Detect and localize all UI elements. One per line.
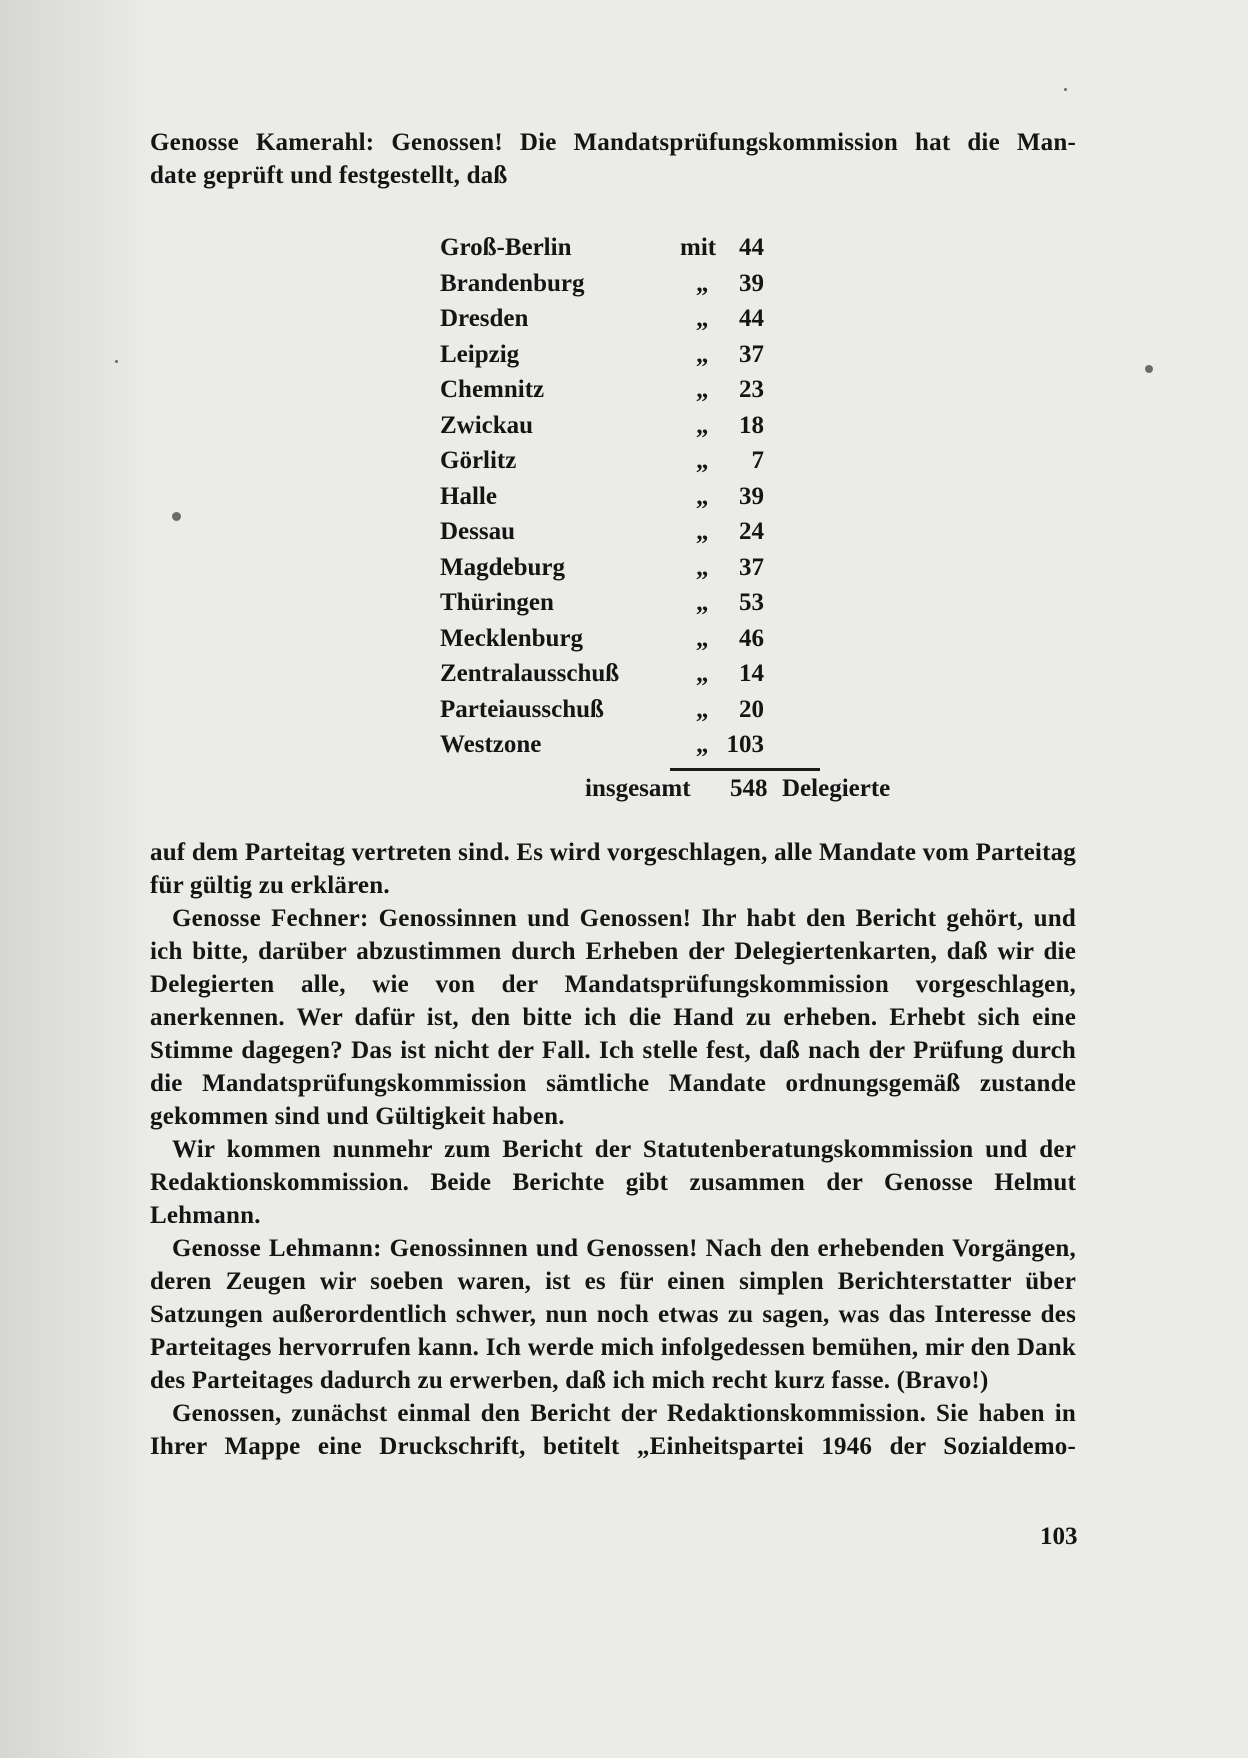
delegate-count: 18 (739, 411, 764, 439)
region-name: Zentralausschuß (440, 660, 620, 687)
ditto-mark: „ (696, 518, 709, 545)
page-edge-shadow (0, 0, 150, 1758)
intro-text-1: Genossen! Die Mandatsprüfungskommission hat die Man- (391, 129, 1076, 156)
ditto-mark: „ (696, 624, 709, 652)
intro-line-1 (150, 126, 1076, 159)
speaker-fechner: Genosse Fechner: (172, 905, 369, 932)
paragraph-4-text: Genossinnen und Genossen! Nach den erhebenden Vorgängen, deren Zeugen wir soeben waren, ist es für einen simplen Berichterstatter über Satzungen außerordentlich schwer, nun noch etwas zu sagen, was das Interesse des Parteitages hervorrufen kann. Ich werde mich infolgedessen bemühen, mir den Dank des Parteitages dadurch zu erwerben, daß ich mich recht kurz fasse. (Bravo!) (150, 1235, 1076, 1394)
body-text (150, 836, 1076, 1463)
paragraph-4 (150, 1232, 1076, 1397)
region-name: Zwickau (440, 411, 534, 439)
region-name: Dresden (440, 305, 529, 332)
paragraph-2-text: Genossinnen und Genossen! Ihr habt den Bericht gehört, und ich bitte, darüber abzustimmen durch Erheben der Delegiertenkarten, daß wir die Delegierten alle, wie von der Mandatsprüfungskommission vorgeschlagen, anerkennen. Wer dafür ist, den bitte ich die Hand zu erheben. Erhebt sich eine Stimme dagegen? Das ist nicht der Fall. Ich stelle fest, daß nach der Prüfung durch die Mandatsprüfungskommission sämtliche Mandate ordnungsgemäß zustande gekommen sind und Gültigkeit haben. (150, 905, 1076, 1130)
ditto-mark: „ (696, 482, 709, 510)
delegate-count: 44 (739, 234, 764, 261)
region-name: Chemnitz (440, 376, 545, 403)
scan-speck (1145, 365, 1153, 373)
delegate-row (440, 412, 900, 448)
delegate-row (440, 483, 900, 519)
delegate-row (440, 376, 900, 412)
ditto-mark: „ (696, 695, 709, 723)
region-name: Görlitz (440, 447, 517, 474)
delegate-count: 24 (739, 518, 764, 545)
ditto-mark: „ (696, 553, 709, 581)
region-name: Halle (440, 482, 497, 510)
region-name: Mecklenburg (440, 624, 584, 652)
delegate-count: 14 (739, 660, 764, 687)
delegate-count: 39 (739, 482, 764, 510)
speaker-kamerahl: Genosse Kamerahl: (150, 129, 375, 156)
ditto-mark: „ (696, 340, 709, 368)
delegates-table (440, 234, 900, 767)
region-name: Thüringen (440, 589, 554, 616)
delegate-row (440, 270, 900, 306)
paragraph-2 (150, 902, 1076, 1133)
delegate-count: 103 (726, 731, 764, 758)
delegate-row (440, 234, 900, 270)
ditto-mark: „ (696, 269, 709, 297)
scan-speck (1064, 88, 1067, 91)
region-name: Dessau (440, 518, 516, 545)
region-name: Groß-Berlin (440, 234, 572, 261)
delegate-row (440, 625, 900, 661)
intro-paragraph (150, 126, 1076, 192)
ditto-mark: „ (696, 376, 709, 403)
speaker-lehmann: Genosse Lehmann: (172, 1235, 382, 1262)
page-number: 103 (1040, 1523, 1078, 1550)
ditto-mark: „ (696, 411, 709, 439)
region-name: Leipzig (440, 340, 520, 368)
paragraph-3: Wir kommen nunmehr zum Bericht der Statutenberatungskommission und der Redaktionskommission. Beide Berichte gibt zusammen der Genosse Helmut Lehmann. (150, 1136, 1076, 1229)
delegate-row (440, 447, 900, 483)
delegate-row (440, 731, 900, 767)
delegate-count: 20 (739, 695, 764, 723)
delegate-row (440, 305, 900, 341)
region-name: Parteiausschuß (440, 695, 604, 723)
ditto-mark: „ (696, 447, 709, 474)
delegate-row (440, 660, 900, 696)
total-unit: Delegierte (782, 775, 891, 802)
ditto-mark: „ (696, 660, 709, 687)
paragraph-1: auf dem Parteitag vertreten sind. Es wird vorgeschlagen, alle Mandate vom Parteitag für gültig zu erklären. (150, 839, 1076, 899)
delegate-count: 53 (739, 589, 764, 616)
ditto-mark: mit (680, 234, 717, 261)
delegate-row (440, 696, 900, 732)
ditto-mark: „ (696, 305, 709, 332)
delegate-row (440, 589, 900, 625)
ditto-mark: „ (696, 589, 709, 616)
total-label: insgesamt (585, 775, 691, 802)
scan-speck (172, 512, 181, 521)
region-name: Brandenburg (440, 269, 585, 297)
scan-speck (115, 360, 118, 363)
delegate-count: 39 (739, 269, 764, 297)
ditto-mark: „ (696, 731, 709, 758)
region-name: Westzone (440, 731, 542, 758)
delegate-row (440, 554, 900, 590)
delegate-count: 37 (739, 553, 764, 581)
intro-line-2: date geprüft und festgestellt, daß (150, 162, 508, 189)
paragraph-5: Genossen, zunächst einmal den Bericht der Redaktionskommission. Sie haben in Ihrer Mappe eine Druckschrift, betitelt „Einheitspartei 1946 der Sozialdemo- (150, 1400, 1076, 1460)
total-value: 548 (730, 775, 768, 802)
region-name: Magdeburg (440, 553, 565, 581)
delegate-row (440, 341, 900, 377)
delegate-count: 37 (739, 340, 764, 368)
delegate-count: 7 (751, 447, 764, 474)
sum-rule (670, 768, 820, 771)
delegate-row (440, 518, 900, 554)
delegate-count: 46 (739, 624, 764, 652)
delegate-count: 23 (739, 376, 764, 403)
delegate-count: 44 (739, 305, 764, 332)
